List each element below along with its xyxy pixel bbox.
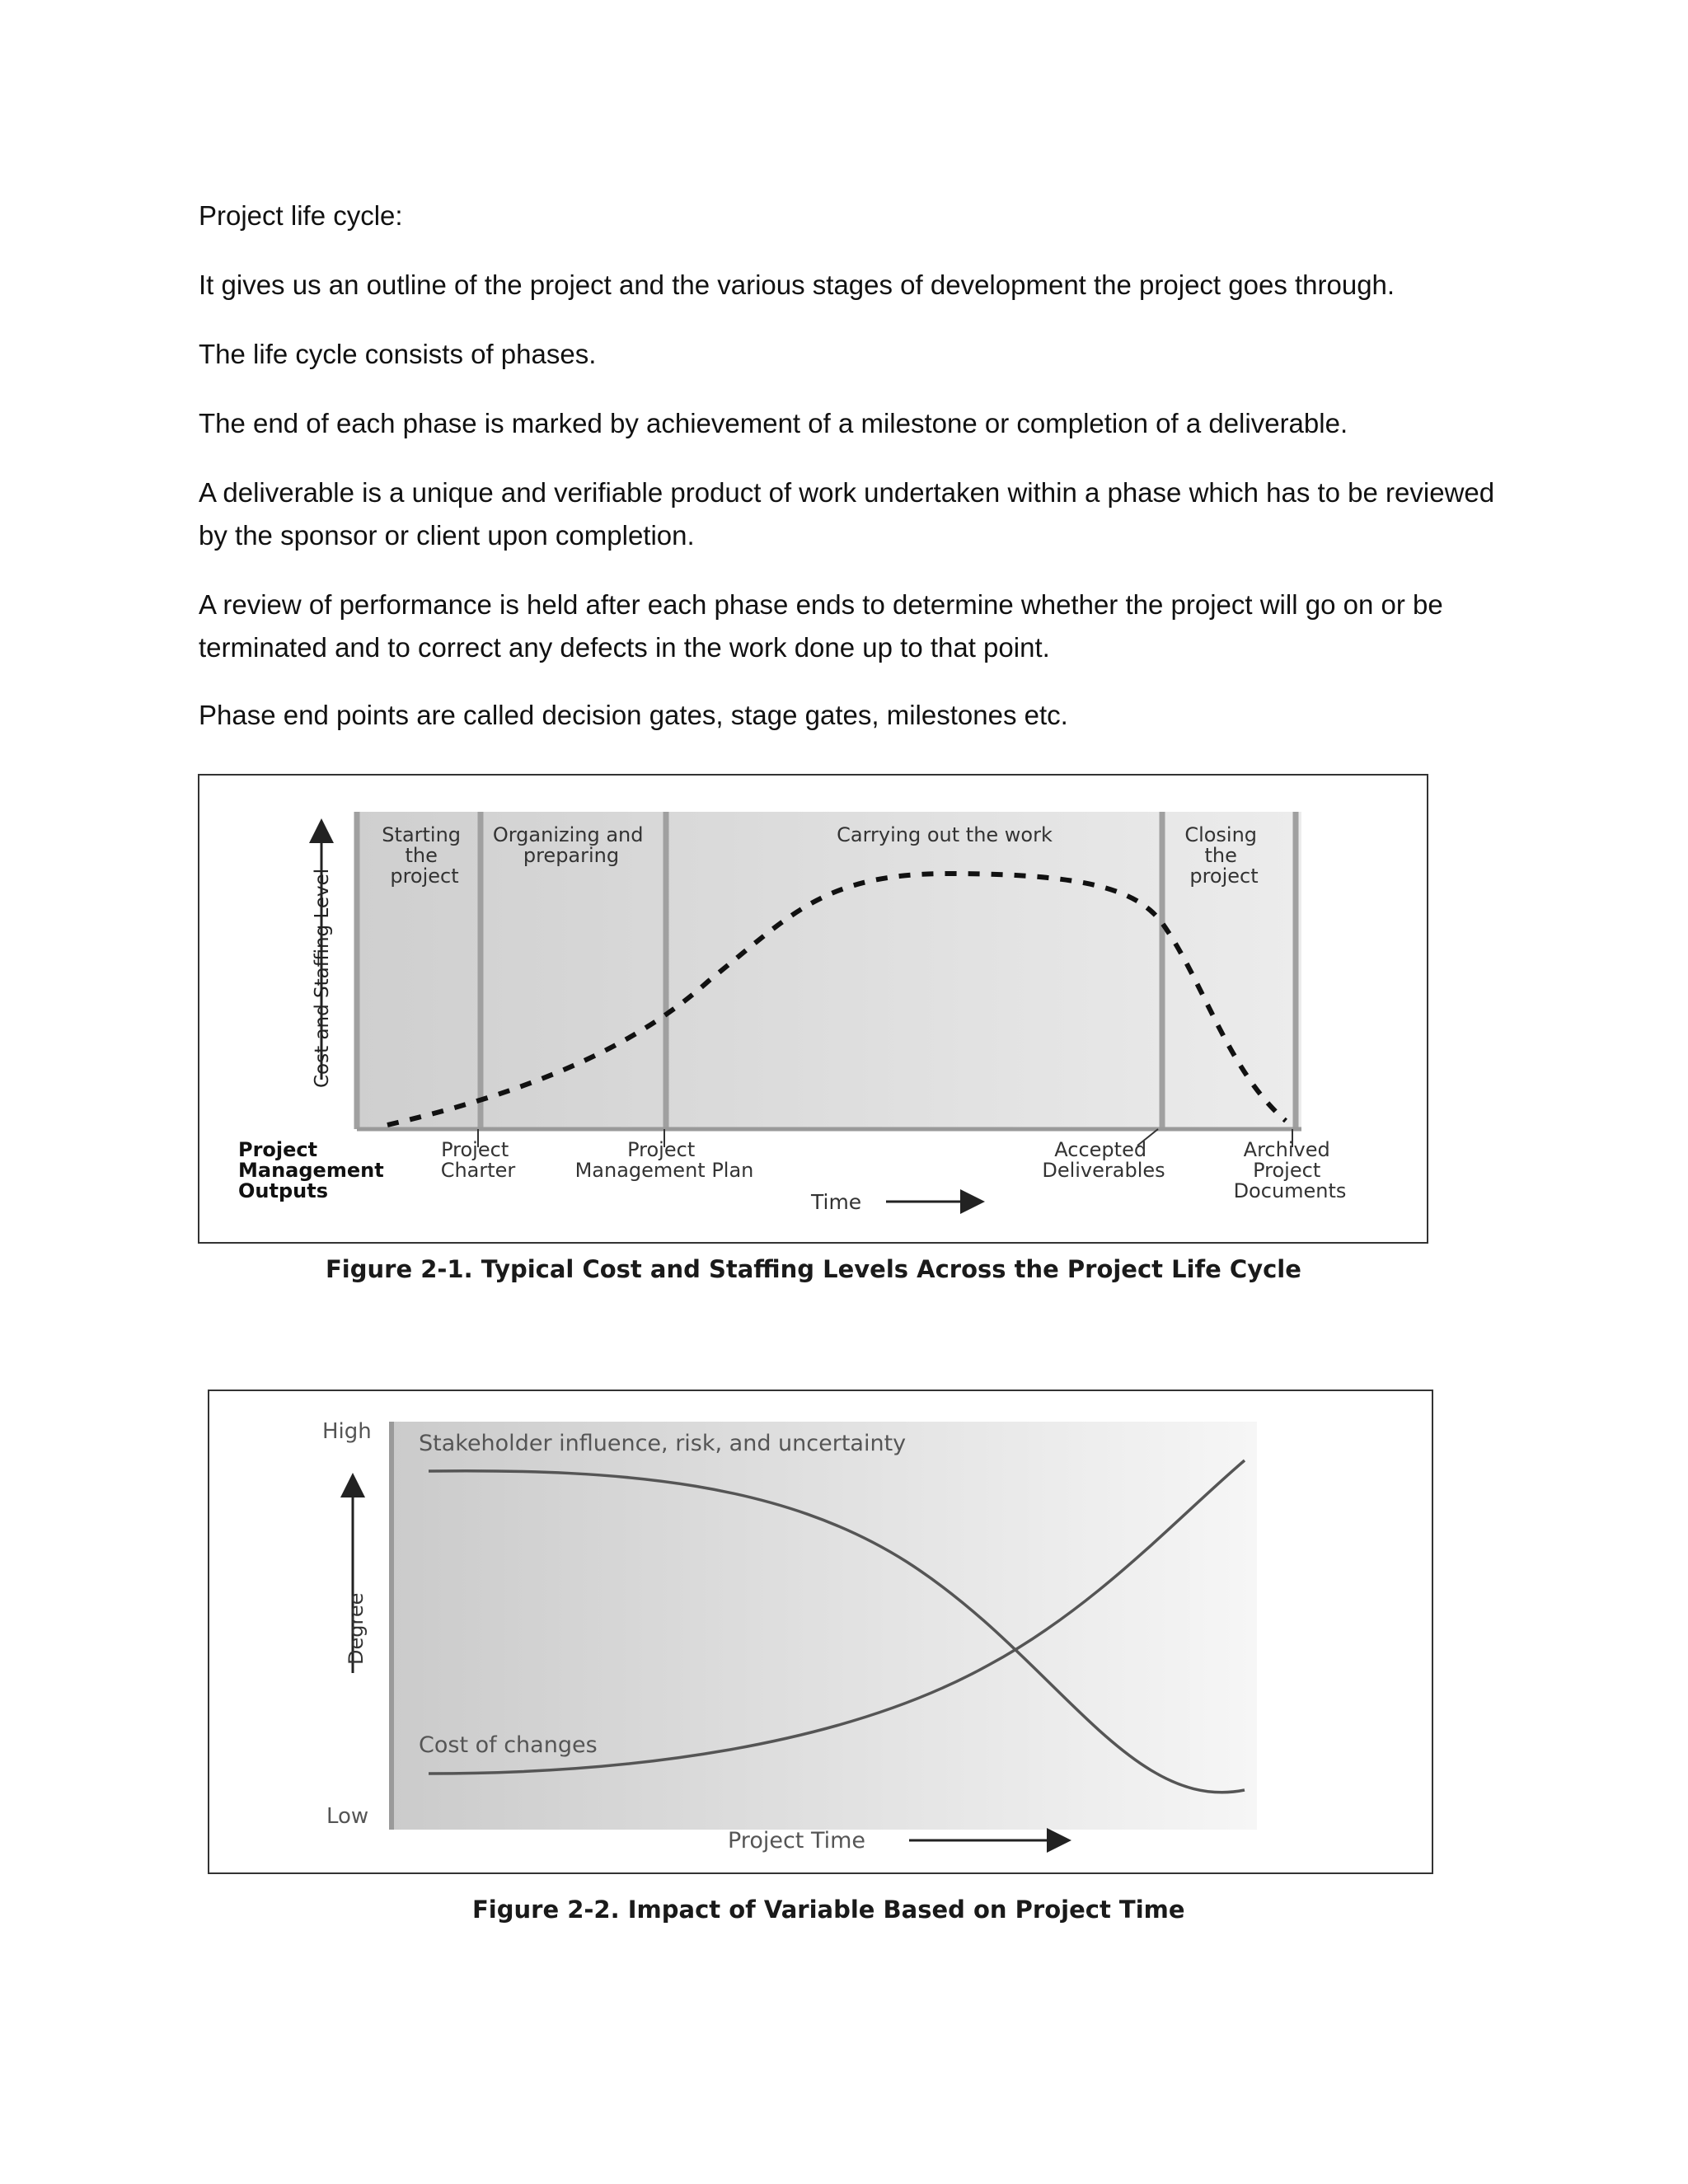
figure1-caption: Figure 2-1. Typical Cost and Staffing Levels Across the Project Life Cycle <box>326 1255 1301 1283</box>
stakeholder-series-label: Stakeholder influence, risk, and uncertainty <box>419 1431 907 1456</box>
cost-series-label: Cost of changes <box>419 1732 598 1758</box>
x-axis-label: Time <box>811 1190 862 1214</box>
output-archived-documents: Archived Project Documents <box>1233 1138 1347 1202</box>
paragraph-gates: Phase end points are called decision gates, stage gates, milestones etc. <box>199 700 1068 730</box>
paragraph-milestone: The end of each phase is marked by achievement of a milestone or completion of a deliverable. <box>199 408 1348 438</box>
paragraph-phases: The life cycle consists of phases. <box>199 339 597 369</box>
figure-impact-variable-chart <box>0 1286 1688 1945</box>
y-low-label: Low <box>326 1804 369 1829</box>
paragraph-review: A review of performance is held after each phase ends to determine whether the project will go on or be terminated and to correct any defects in the work done up to that point. <box>199 589 1443 663</box>
y-axis-label: Degree <box>345 1592 368 1665</box>
output-accepted-deliverables: Accepted Deliverables <box>1042 1138 1165 1182</box>
y-high-label: High <box>322 1419 372 1444</box>
heading-project-life-cycle: Project life cycle: <box>199 200 403 231</box>
x-axis-label: Project Time <box>728 1828 866 1854</box>
paragraph-outline: It gives us an outline of the project and the various stages of development the project goes through. <box>199 269 1395 300</box>
output-management-plan: Project Management Plan <box>574 1138 754 1182</box>
figure2-plot-area <box>392 1422 1257 1830</box>
phase-label-carrying: Carrying out the work <box>837 823 1053 846</box>
y-axis-label: Cost and Staffing Level <box>312 868 333 1088</box>
phase-label-starting: Starting the project <box>382 823 462 888</box>
phase-label-organizing: Organizing and preparing <box>492 823 644 867</box>
figure2-caption: Figure 2-2. Impact of Variable Based on Project Time <box>472 1896 1185 1924</box>
phase-label-closing: Closing the project <box>1184 823 1259 888</box>
paragraph-deliverable: A deliverable is a unique and verifiable product of work undertaken within a phase which has to be reviewed by the sponsor or client upon completion. <box>199 477 1495 551</box>
outputs-heading: Project Management Outputs <box>238 1138 384 1202</box>
output-project-charter: Project Charter <box>440 1138 516 1182</box>
